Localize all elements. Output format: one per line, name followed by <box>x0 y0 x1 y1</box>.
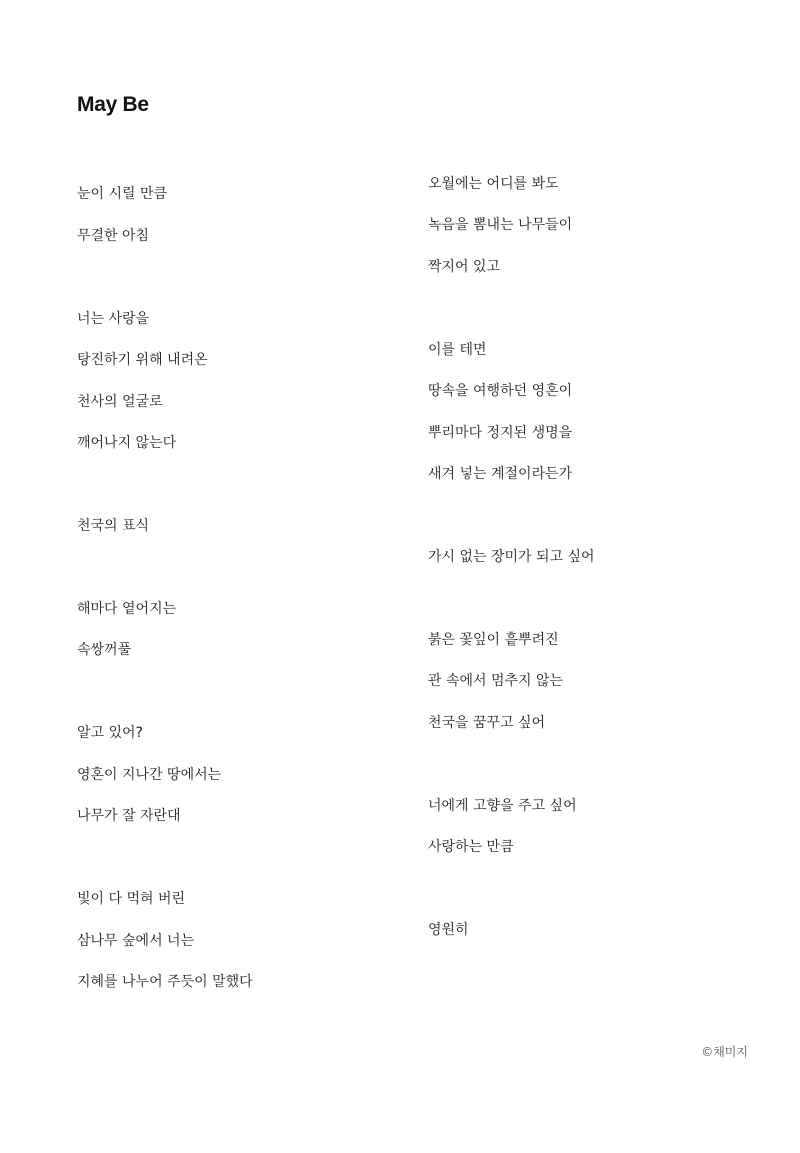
poem-line: 땅속을 여행하던 영혼이 <box>428 383 573 399</box>
poem-line: 새겨 넣는 계절이라든가 <box>428 466 573 482</box>
poem-line: 나무가 잘 자란대 <box>77 808 181 824</box>
poem-line: 너에게 고향을 주고 싶어 <box>428 798 577 814</box>
poem-line: 지혜를 나누어 주듯이 말했다 <box>77 974 253 990</box>
poem-line: 오월에는 어디를 봐도 <box>428 176 559 192</box>
poem-line: 녹음을 뽐내는 나무들이 <box>428 217 573 233</box>
poem-line: 천사의 얼굴로 <box>77 394 163 410</box>
poem-line: 뿌리마다 정지된 생명을 <box>428 425 573 441</box>
poem-line: 깨어나지 않는다 <box>77 435 177 451</box>
poem-line: 탕진하기 위해 내려온 <box>77 352 208 368</box>
poem-line: 영원히 <box>428 922 469 938</box>
poem-line: 속쌍꺼풀 <box>77 642 132 658</box>
poem-line: 가시 없는 장미가 되고 싶어 <box>428 549 595 565</box>
poem-line: 영혼이 지나간 땅에서는 <box>77 767 222 783</box>
poem-line: 알고 있어? <box>77 725 143 741</box>
poem-line: 너는 사랑을 <box>77 311 150 327</box>
poem-line: 이를 테면 <box>428 342 487 358</box>
poem-line: 천국을 꿈꾸고 싶어 <box>428 715 546 731</box>
poem-line: 관 속에서 멈추지 않는 <box>428 673 564 689</box>
poem-line: 해마다 옅어지는 <box>77 601 177 617</box>
poem-line: 눈이 시릴 만큼 <box>77 186 168 202</box>
copyright-text: ©채미지 <box>701 1045 748 1059</box>
poem-line: 짝지어 있고 <box>428 259 501 275</box>
poem-title: May Be <box>77 93 149 116</box>
poem-line: 무결한 아침 <box>77 228 150 244</box>
poem-line: 붉은 꽃잎이 흩뿌려진 <box>428 632 559 648</box>
poem-line: 빛이 다 먹혀 버린 <box>77 891 186 907</box>
poem-line: 삼나무 숲에서 너는 <box>77 933 195 949</box>
poem-line: 천국의 표식 <box>77 518 150 534</box>
poem-line: 사랑하는 만큼 <box>428 839 514 855</box>
